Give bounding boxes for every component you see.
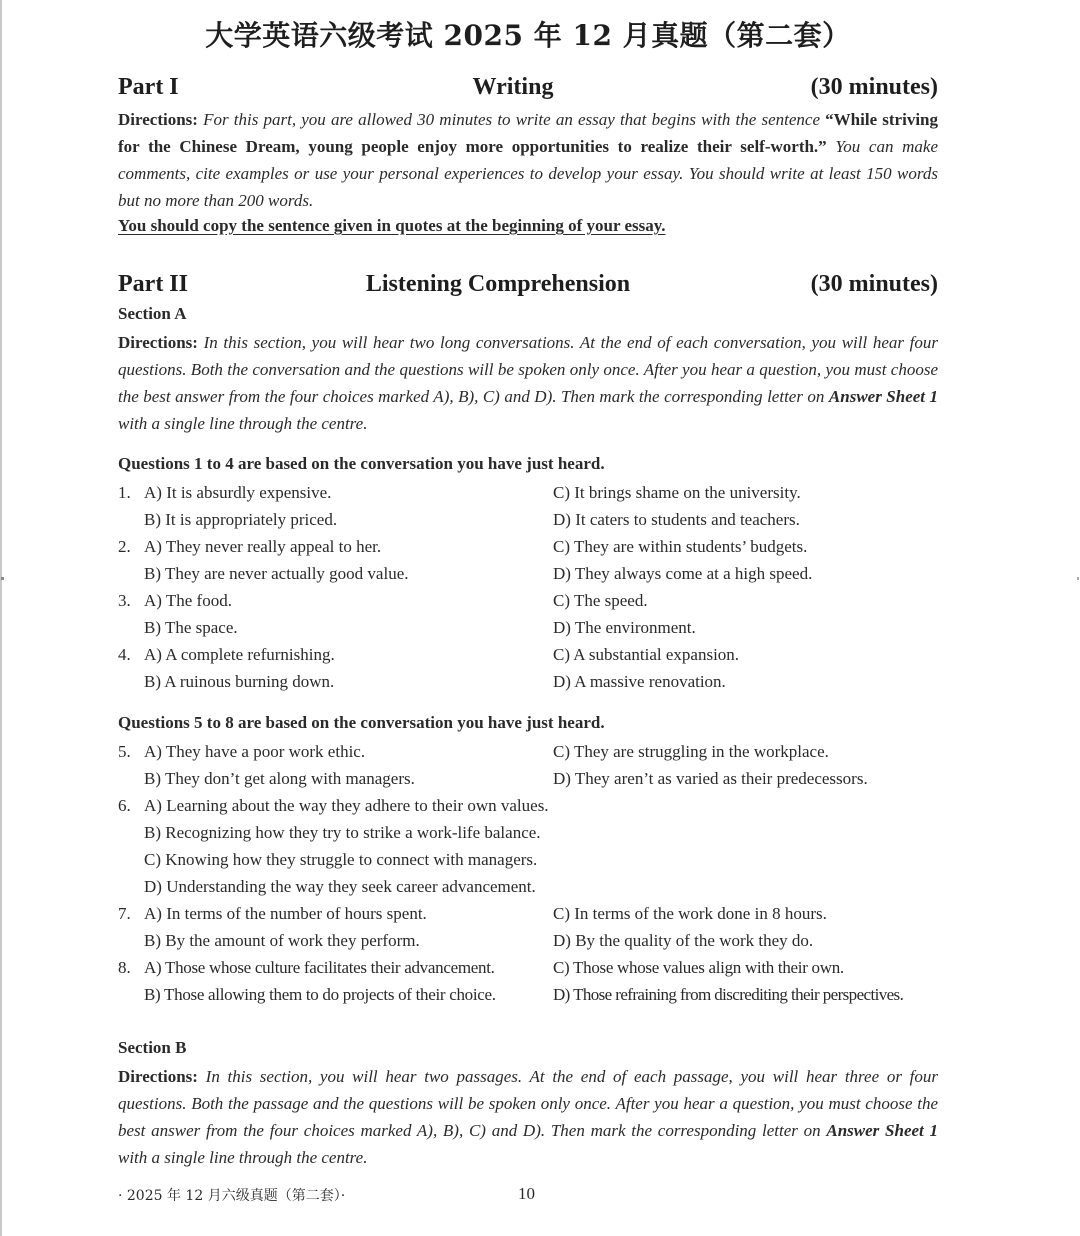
question-number: 2. (118, 537, 131, 556)
part1-header (118, 74, 938, 106)
page-footer-label: · 2025 年 12 月六级真题（第二套）· (118, 1188, 346, 1204)
section-b-label: Section B (118, 1038, 187, 1057)
question-number: 6. (118, 796, 131, 815)
directions-text: with a single line through the centre. (118, 414, 368, 433)
option-d: D) They aren’t as varied as their predecessors. (553, 769, 868, 788)
option-c: C) They are within students’ budgets. (553, 537, 808, 556)
option-a: A) Learning about the way they adhere to their own values. (144, 796, 549, 815)
option-a: A) It is absurdly expensive. (144, 483, 332, 502)
part1-name: Writing (472, 74, 554, 100)
directions-label: Directions: (118, 333, 198, 352)
option-d: D) By the quality of the work they do. (553, 931, 814, 950)
option-a: A) Those whose culture facilitates their advancement. (144, 958, 495, 977)
part1-time: (30 minutes) (810, 74, 938, 100)
option-b: B) They don’t get along with managers. (144, 769, 415, 788)
part2-name: Listening Comprehension (365, 271, 631, 297)
exam-title: 大学英语六级考试 2025 年 12 月真题（第二套） (205, 19, 851, 52)
option-b: B) It is appropriately priced. (144, 510, 338, 529)
scroll-marker-left (1, 577, 4, 580)
part2-time: (30 minutes) (810, 271, 938, 297)
essay-prompt-quote: “While striving for the Chinese Dream, young people enjoy more opportunities to realize their self-worth.” (118, 110, 939, 156)
option-d: D) Understanding the way they seek career advancement. (144, 877, 536, 896)
scroll-marker-right (1077, 577, 1079, 580)
directions-text: In this section, you will hear two passages. At the end of each passage, you will hear three or four questions. Both the passage and the questions will be spoken only once. After you hear a question, you must choose the best answer from the four choices marked A), B), C) and D). Then mark the corresponding letter on (118, 1067, 938, 1140)
option-c: C) The speed. (553, 591, 648, 610)
answer-sheet-ref: Answer Sheet 1 (826, 1121, 938, 1140)
part1-number: Part I (118, 74, 179, 100)
directions-label: Directions: (118, 1067, 198, 1086)
option-a: A) The food. (144, 591, 232, 610)
option-c: C) In terms of the work done in 8 hours. (553, 904, 827, 923)
answer-sheet-ref: Answer Sheet 1 (828, 387, 939, 406)
option-b: B) Recognizing how they try to strike a work-life balance. (144, 823, 541, 842)
option-c: C) A substantial expansion. (553, 645, 740, 664)
option-d: D) A massive renovation. (553, 672, 726, 691)
directions-label: Directions: (118, 110, 198, 129)
option-b: B) They are never actually good value. (144, 564, 409, 583)
question-number: 7. (118, 904, 131, 923)
option-a: A) They never really appeal to her. (144, 537, 382, 556)
question-number: 4. (118, 645, 131, 664)
questions-5-8-heading: Questions 5 to 8 are based on the conversation you have just heard. (118, 713, 605, 732)
part1-directions (118, 106, 938, 214)
option-d: D) It caters to students and teachers. (553, 510, 800, 529)
question-number: 1. (118, 483, 131, 502)
part2-header (118, 271, 938, 303)
question-number: 3. (118, 591, 131, 610)
section-a-directions (118, 329, 938, 437)
option-b: B) Those allowing them to do projects of their choice. (144, 985, 496, 1004)
directions-text: with a single line through the centre. (118, 1148, 368, 1167)
option-a: A) A complete refurnishing. (144, 645, 335, 664)
option-b: B) A ruinous burning down. (144, 672, 335, 691)
option-c: C) It brings shame on the university. (553, 483, 801, 502)
option-c: C) Knowing how they struggle to connect with managers. (144, 850, 538, 869)
section-a-label: Section A (118, 304, 187, 323)
option-b: B) By the amount of work they perform. (144, 931, 420, 950)
part1-copy-instruction: You should copy the sentence given in quotes at the beginning of your essay. (118, 216, 666, 235)
page-left-edge (0, 0, 2, 1236)
directions-text: For this part, you are allowed 30 minutes to write an essay that begins with the sentence (197, 110, 826, 129)
part2-number: Part II (118, 271, 188, 297)
questions-1-4-heading: Questions 1 to 4 are based on the conversation you have just heard. (118, 454, 605, 473)
option-d: D) Those refraining from discrediting their perspectives. (553, 985, 904, 1004)
question-number: 5. (118, 742, 131, 761)
option-d: D) The environment. (553, 618, 696, 637)
option-a: A) In terms of the number of hours spent. (144, 904, 427, 923)
directions-text: In this section, you will hear two long conversations. At the end of each conversation, you will hear four questions. Both the conversation and the questions will be spoken only once. After you hear a question, you must choose the best answer from the four choices marked A), B), C) and D). Then mark the corresponding letter on (118, 333, 938, 406)
directions-text: You can make comments, cite examples or use your personal experiences to develop your essay. You should write at least 150 words but no more than 200 words. (118, 137, 938, 210)
page-number: 10 (518, 1184, 535, 1203)
option-a: A) They have a poor work ethic. (144, 742, 366, 761)
option-c: C) They are struggling in the workplace. (553, 742, 829, 761)
section-b-directions (118, 1063, 938, 1171)
option-b: B) The space. (144, 618, 238, 637)
option-d: D) They always come at a high speed. (553, 564, 813, 583)
question-number: 8. (118, 958, 131, 977)
option-c: C) Those whose values align with their own. (553, 958, 844, 977)
